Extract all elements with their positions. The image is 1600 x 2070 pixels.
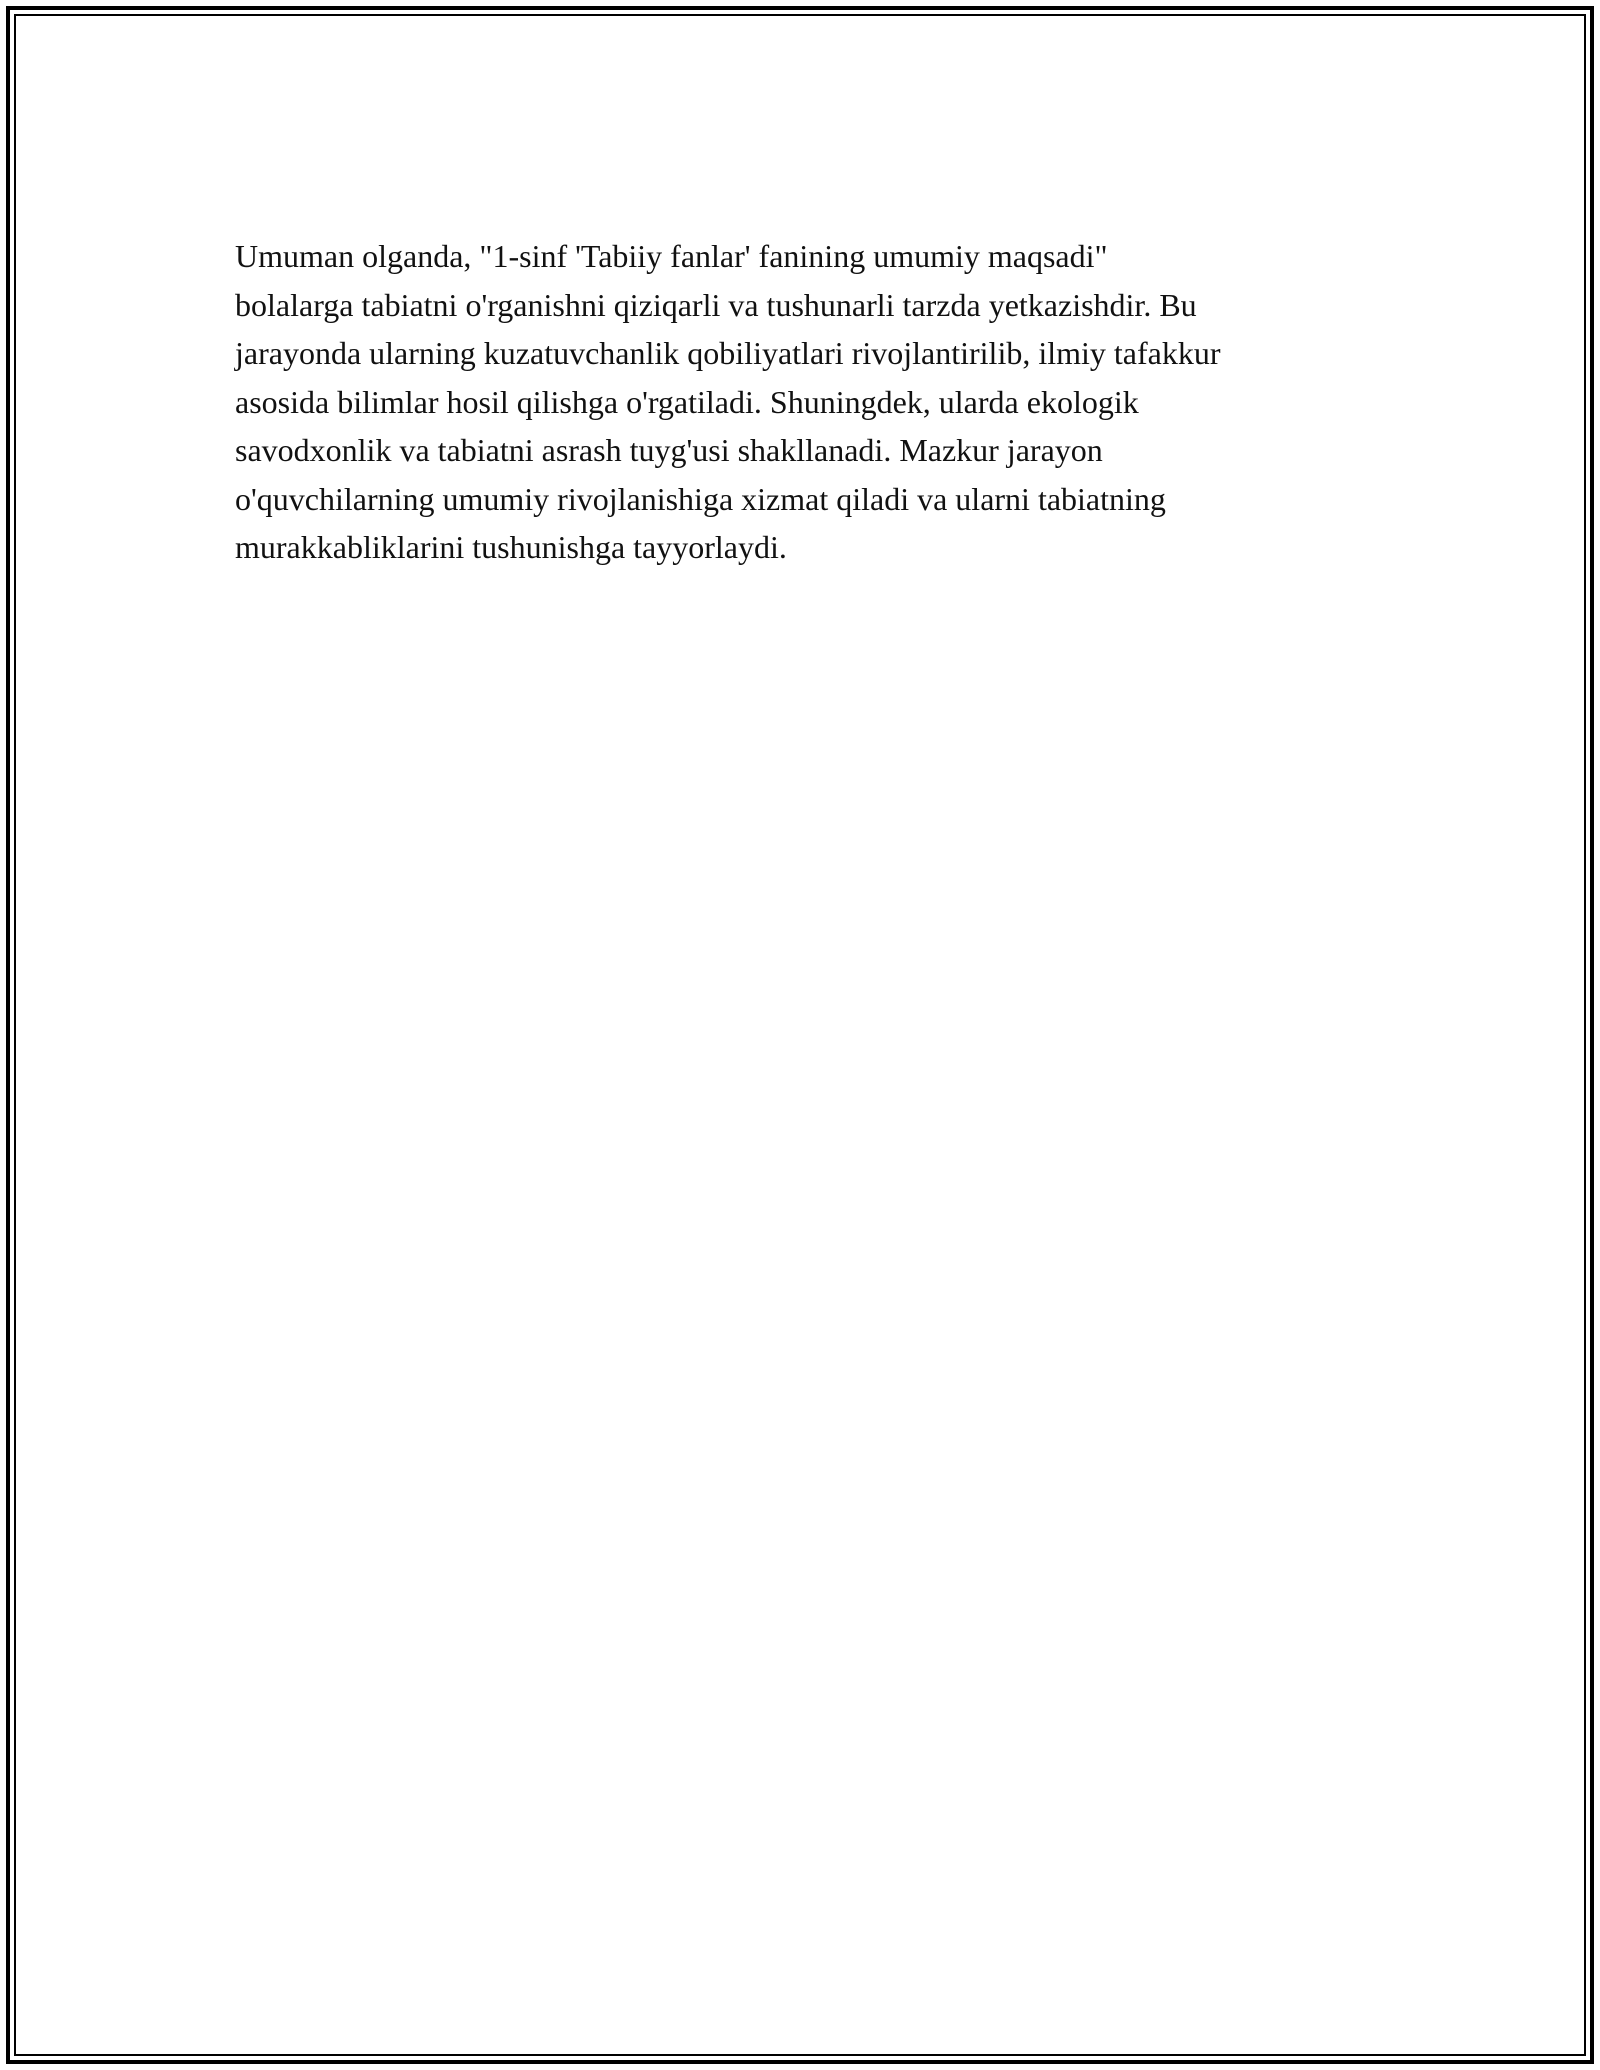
body-paragraph <box>235 232 1375 572</box>
paragraph-line: savodxonlik va tabiatni asrash tuyg'usi shakllanadi. Mazkur jarayon <box>235 432 1103 468</box>
paragraph-line: o'quvchilarning umumiy rivojlanishiga xizmat qiladi va ularni tabiatning <box>235 480 1166 517</box>
paragraph-line: Umuman olganda, "1-sinf 'Tabiiy fanlar' fanining umumiy maqsadi" <box>235 238 1108 274</box>
paragraph-line: bolalarga tabiatni o'rganishni qiziqarli va tushunarli tarzda yetkazishdir. Bu <box>235 286 1197 323</box>
paragraph-line: asosida bilimlar hosil qilishga o'rgatiladi. Shuningdek, ularda ekologik <box>235 383 1139 420</box>
paragraph-line: murakkabliklarini tushunishga tayyorlaydi. <box>235 529 787 565</box>
paragraph-line: jarayonda ularning kuzatuvchanlik qobiliyatlari rivojlantirilib, ilmiy tafakkur <box>235 335 1221 371</box>
